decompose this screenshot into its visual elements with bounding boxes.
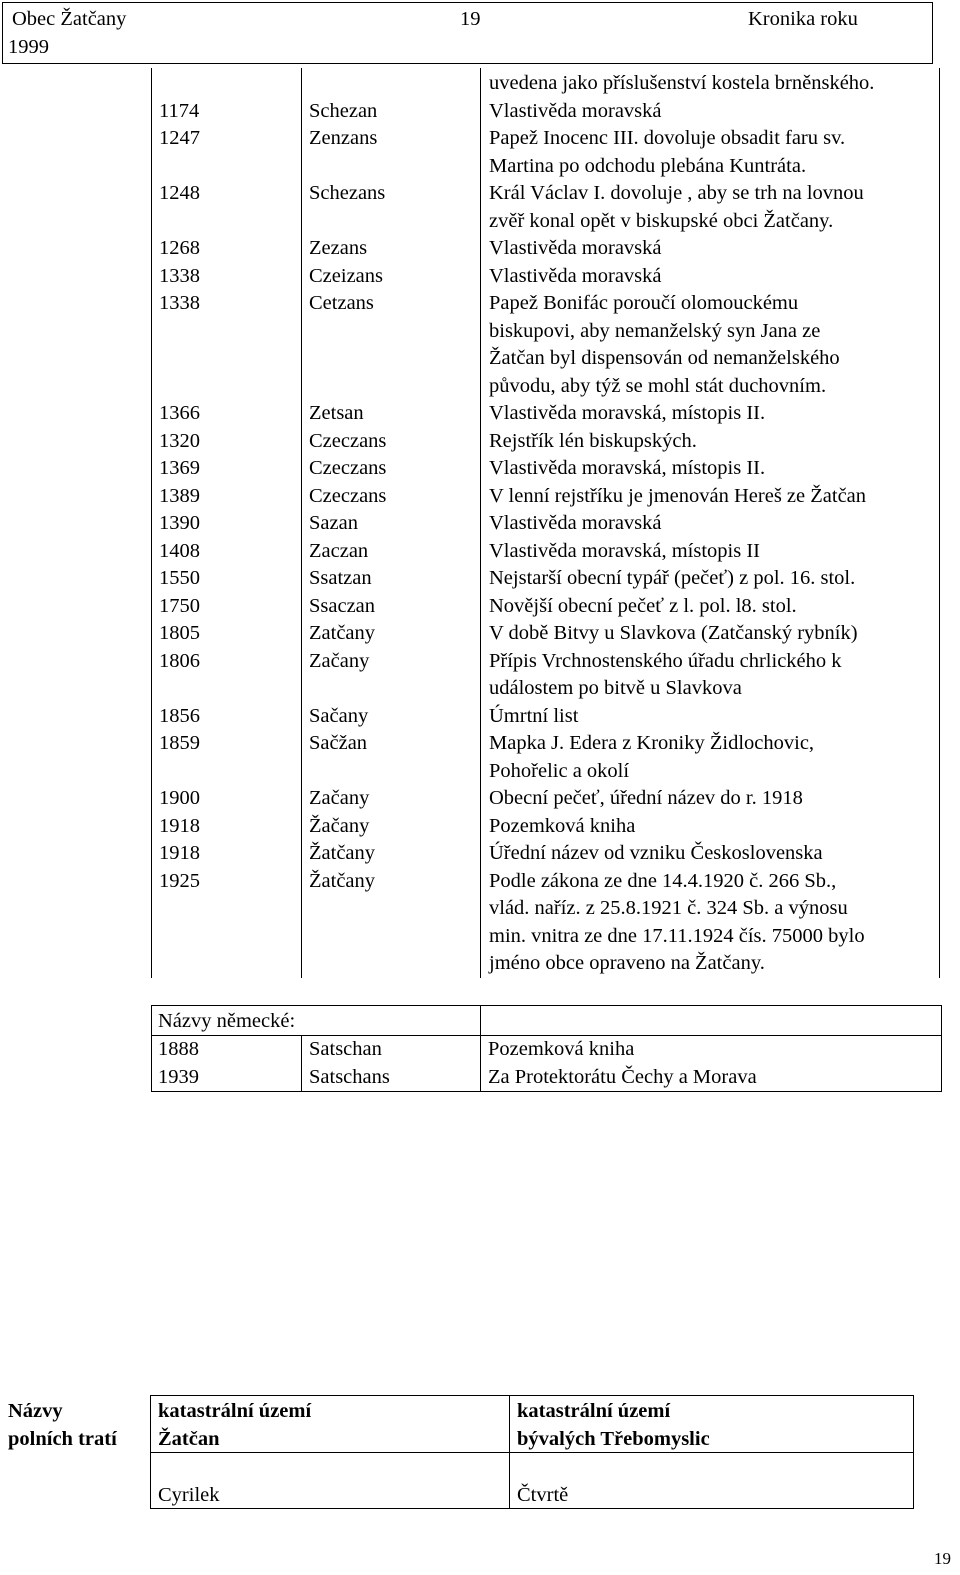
row-note-line: vlád. naříz. z 25.8.1921 č. 324 Sb. a výnosu (489, 897, 848, 919)
field-names-label: Názvy (8, 1400, 63, 1422)
row-note-line: Vlastivěda moravská (489, 512, 662, 534)
row-name: Schezan (309, 99, 378, 122)
row-name: Zenzans (309, 127, 378, 149)
row-year: 1268 (159, 237, 200, 259)
row-note-line: Mapka J. Edera z Kroniky Židlochovic, (489, 732, 815, 754)
row-year: 1338 (159, 264, 200, 287)
footer-page-number: 19 (934, 1549, 951, 1568)
row-note-line: Vlastivěda moravská, místopis II. (489, 457, 766, 479)
row-note-line: Papež Inocenc III. dovoluje obsadit faru sv. (489, 127, 846, 149)
row-name: Sačany (309, 704, 369, 727)
row-name: Sačžan (309, 732, 368, 754)
row-year: 1174 (159, 99, 200, 122)
row-note-line: původu, aby týž se mohl stát duchovním. (489, 374, 827, 397)
table-divider-2 (480, 68, 481, 978)
field-col1-header-2: Žatčan (158, 1428, 220, 1450)
row-note-line: Vlastivěda moravská, místopis II. (489, 402, 766, 424)
german-table-div2 (480, 1005, 481, 1092)
row-note-line: Novější obecní pečeť z l. pol. l8. stol. (489, 594, 797, 617)
row-note-line: jméno obce opraveno na Žatčany. (489, 952, 765, 974)
row-year: 1390 (159, 512, 200, 534)
field-table-div (509, 1395, 510, 1509)
row-year: 1918 (159, 842, 200, 864)
row-note-line: Podle zákona ze dne 14.4.1920 č. 266 Sb., (489, 869, 837, 892)
row-year: 1408 (159, 539, 200, 562)
header-page-number: 19 (460, 8, 481, 30)
german-row-year: 1939 (158, 1066, 199, 1088)
row-year: 1248 (159, 182, 200, 204)
field-col2-value: Čtvrtě (517, 1484, 569, 1506)
header-chronicle-label: Kronika roku (748, 8, 858, 30)
row-name: Czeczans (309, 429, 387, 452)
row-year: 1900 (159, 787, 200, 809)
row-note-line: Pohořelic a okolí (489, 759, 630, 782)
row-note-line: Pozemková kniha (489, 814, 636, 837)
row-note-line: uvedena jako příslušenství kostela brněnského. (489, 72, 875, 94)
row-note-line: Nejstarší obecní typář (pečeť) z pol. 16. stol. (489, 567, 856, 589)
german-row-note: Pozemková kniha (488, 1038, 635, 1060)
field-table-top (150, 1395, 914, 1396)
row-year: 1338 (159, 292, 200, 314)
row-year: 1750 (159, 594, 200, 617)
row-name: Ssaczan (309, 594, 376, 617)
german-table-top (151, 1005, 942, 1006)
german-table-right (941, 1005, 942, 1092)
header-year: 1999 (8, 36, 49, 58)
row-name: Zetsan (309, 402, 364, 424)
table-divider-1 (301, 68, 302, 978)
german-row-year: 1888 (158, 1038, 199, 1060)
row-note-line: Přípis Vrchnostenského úřadu chrlického k (489, 649, 842, 672)
row-name: Ssatzan (309, 567, 372, 589)
row-year: 1369 (159, 457, 200, 479)
row-name: Zaczan (309, 539, 369, 562)
field-col1-header: katastrální území (158, 1400, 312, 1422)
row-year: 1320 (159, 429, 200, 452)
row-note-line: Král Václav I. dovoluje , aby se trh na lovnou (489, 182, 864, 204)
german-table-left (151, 1005, 152, 1092)
german-row-name: Satschan (309, 1038, 382, 1060)
german-row-note: Za Protektorátu Čechy a Morava (488, 1066, 757, 1088)
row-note-line: biskupovi, aby nemanželský syn Jana ze (489, 319, 821, 342)
row-name: Cetzans (309, 292, 374, 314)
row-note-line: Vlastivěda moravská (489, 99, 662, 122)
row-year: 1918 (159, 814, 200, 837)
row-year: 1247 (159, 127, 200, 149)
row-note-line: událostem po bitvě u Slavkova (489, 677, 742, 699)
row-name: Začany (309, 787, 370, 809)
row-name: Zatčany (309, 622, 376, 644)
row-name: Czeczans (309, 457, 387, 479)
row-name: Sazan (309, 512, 358, 534)
field-table-bottom (150, 1508, 914, 1509)
row-note-line: Martina po odchodu plebána Kuntráta. (489, 154, 807, 177)
row-name: Žačany (309, 814, 370, 837)
row-note-line: Rejstřík lén biskupských. (489, 429, 697, 452)
row-year: 1859 (159, 732, 200, 754)
row-note-line: min. vnitra ze dne 17.11.1924 čís. 75000 bylo (489, 924, 865, 947)
row-note-line: Obecní pečeť, úřední název do r. 1918 (489, 787, 803, 809)
row-note-line: V lenní rejstříku je jmenován Hereš ze Žatčan (489, 484, 867, 507)
row-note-line: Úmrtní list (489, 704, 579, 727)
field-names-label-2: polních tratí (8, 1428, 117, 1450)
german-table-title: Názvy německé: (158, 1010, 296, 1032)
field-table-right (913, 1395, 914, 1509)
row-year: 1806 (159, 649, 200, 672)
row-name: Žatčany (309, 869, 376, 892)
row-year: 1389 (159, 484, 200, 507)
header-municipality: Obec Žatčany (12, 8, 127, 30)
row-note-line: V době Bitvy u Slavkova (Zatčanský rybník) (489, 622, 858, 644)
field-col2-header: katastrální území (517, 1400, 671, 1422)
table-border-left (151, 68, 152, 978)
row-name: Žatčany (309, 842, 376, 864)
german-row-name: Satschans (309, 1066, 390, 1088)
field-col2-header-2: bývalých Třebomyslic (517, 1428, 710, 1450)
row-note-line: Vlastivěda moravská (489, 237, 662, 259)
row-year: 1366 (159, 402, 200, 424)
row-note-line: Úřední název od vzniku Československa (489, 842, 823, 864)
row-note-line: Vlastivěda moravská (489, 264, 662, 287)
row-year: 1856 (159, 704, 200, 727)
field-table-mid (150, 1452, 914, 1453)
row-name: Schezans (309, 182, 386, 204)
row-note-line: Žatčan byl dispensován od nemanželského (489, 347, 840, 369)
row-year: 1805 (159, 622, 200, 644)
german-table-div1 (301, 1035, 302, 1092)
table-border-right (939, 68, 940, 978)
row-name: Zezans (309, 237, 368, 259)
field-col1-value: Cyrilek (158, 1484, 220, 1506)
row-note-line: Vlastivěda moravská, místopis II (489, 539, 761, 562)
field-table-left (150, 1395, 151, 1509)
row-year: 1925 (159, 869, 200, 892)
row-name: Czeczans (309, 484, 387, 507)
row-year: 1550 (159, 567, 200, 589)
german-table-bottom (151, 1091, 942, 1092)
row-name: Czeizans (309, 264, 383, 287)
row-note-line: Papež Bonifác poroučí olomouckému (489, 292, 799, 314)
row-note-line: zvěř konal opět v biskupské obci Žatčany. (489, 209, 834, 232)
row-name: Začany (309, 649, 370, 672)
german-table-mid (151, 1035, 942, 1036)
